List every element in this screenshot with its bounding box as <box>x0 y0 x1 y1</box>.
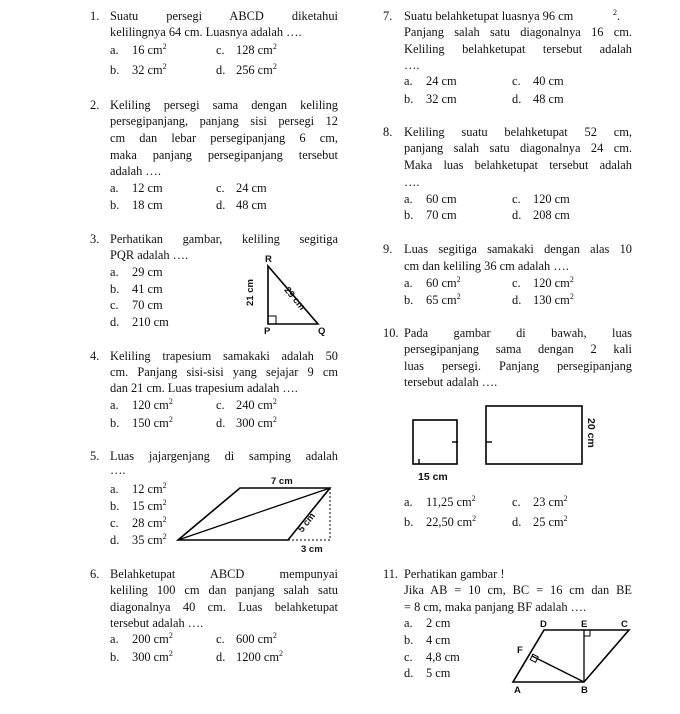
option-label: d. <box>216 198 226 212</box>
question-text: adalah …. <box>110 164 161 178</box>
question-text: …. <box>110 463 126 477</box>
option-a: 24 cm <box>426 74 457 88</box>
option-label: a. <box>110 482 119 496</box>
question-text: Keliling suatu belahketupat 52 cm, <box>404 125 632 139</box>
option-label: c. <box>512 495 521 509</box>
rectangle-width-label: 20 cm <box>585 418 597 448</box>
question-text: Jika AB = 10 cm, BC = 16 cm dan BE <box>404 583 632 597</box>
option-label: a. <box>110 181 119 195</box>
question-number: 1. <box>90 9 100 23</box>
square-rectangle-figure <box>412 405 592 465</box>
option-label: a. <box>404 616 413 630</box>
option-a: 12 cm <box>132 181 163 195</box>
option-label: c. <box>110 298 119 312</box>
option-d: 5 cm <box>426 666 451 680</box>
vertex-e-label: E <box>581 619 588 630</box>
question-number: 6. <box>90 567 100 581</box>
option-label: a. <box>110 43 119 57</box>
vertex-c-label: C <box>621 619 628 630</box>
vertex-b-label: B <box>581 685 588 696</box>
option-c: 40 cm <box>533 74 564 88</box>
bottom-extension-label: 3 cm <box>301 544 323 555</box>
option-a: 12 $cm^2$ <box>132 481 167 496</box>
question-number: 2. <box>90 98 100 112</box>
question-text: tersebut adalah …. <box>404 375 498 389</box>
option-d: 48 cm <box>236 198 267 212</box>
option-a: 60 $cm^2$ <box>426 275 461 290</box>
question-text: Luas segitiga samakaki dengan alas 10 <box>404 242 632 256</box>
option-b: 32 cm <box>426 92 457 106</box>
question-text: Panjang salah satu diagonalnya 16 cm. <box>404 25 632 39</box>
option-label: c. <box>216 181 225 195</box>
option-c: 4,8 cm <box>426 650 460 664</box>
option-label: b. <box>110 650 120 664</box>
question-text: dan 21 cm. Luas trapesium adalah …. <box>110 381 298 395</box>
option-label: b. <box>110 198 120 212</box>
option-label: a. <box>110 265 119 279</box>
option-label: b. <box>404 633 414 647</box>
question-text: …. <box>404 175 420 189</box>
option-label: d. <box>216 63 226 77</box>
question-text: Keliling belahketupat tersebut adalah <box>404 42 632 56</box>
question-text: Suatu belahketupat luasnya 96 cm <box>404 9 574 23</box>
option-d: 25 $cm^2$ <box>533 514 568 529</box>
question-number: 11. <box>383 567 399 581</box>
slant-side-label: 5 cm <box>296 510 319 535</box>
option-label: c. <box>512 192 521 206</box>
option-label: d. <box>512 293 522 307</box>
option-label: c. <box>110 516 119 530</box>
question-text: keliling 100 cm dan panjang salah satu <box>110 583 338 597</box>
option-c: 600 $cm^2$ <box>236 631 277 646</box>
option-a: 200 $cm^2$ <box>132 631 173 646</box>
question-text: = 8 cm, maka panjang BF adalah …. <box>404 600 587 614</box>
option-b: 32 $cm^2$ <box>132 62 167 77</box>
option-a: 16 $cm^2$ <box>132 42 167 57</box>
option-d: 256 $cm^2$ <box>236 62 277 77</box>
option-label: d. <box>404 666 414 680</box>
option-a: 29 cm <box>132 265 163 279</box>
option-c: 23 $cm^2$ <box>533 494 568 509</box>
option-b: 65 $cm^2$ <box>426 292 461 307</box>
option-b: 22,50 $cm^2$ <box>426 514 477 529</box>
option-label: d. <box>512 515 522 529</box>
option-d: 208 cm <box>533 208 570 222</box>
side-rq-label: 29 cm <box>281 285 308 313</box>
option-label: b. <box>404 293 414 307</box>
question-text: persegipanjang, panjang sisi persegi 12 <box>110 114 338 128</box>
vertex-f-label: F <box>517 645 523 656</box>
question-text: maka panjang persegipanjang tersebut <box>110 148 338 162</box>
option-c: 240 $cm^2$ <box>236 397 277 412</box>
option-c: 28 $cm^2$ <box>132 515 167 530</box>
parallelogram-abcd-figure <box>513 630 638 685</box>
option-b: 70 cm <box>426 208 457 222</box>
option-label: c. <box>512 74 521 88</box>
option-label: b. <box>404 208 414 222</box>
top-side-label: 7 cm <box>271 476 293 487</box>
question-number: 3. <box>90 232 100 246</box>
square-side-label: 15 cm <box>418 471 448 483</box>
option-label: b. <box>404 92 414 106</box>
vertex-q-label: Q <box>318 326 326 337</box>
question-text: Keliling persegi sama dengan keliling <box>110 98 338 112</box>
option-b: 41 cm <box>132 282 163 296</box>
question-text: luas persegi. Panjang persegipanjang <box>404 359 632 373</box>
question-text: Perhatikan gambar, keliling segitiga <box>110 232 338 246</box>
question-text: Suatu persegi ABCD diketahui <box>110 9 338 23</box>
option-label: d. <box>110 315 120 329</box>
question-text: cm dan keliling 36 cm adalah …. <box>404 259 569 273</box>
option-label: a. <box>404 74 413 88</box>
question-text: kelilingnya 64 cm. Luasnya adalah …. <box>110 25 302 39</box>
question-text: Luas jajargenjang di samping adalah <box>110 449 338 463</box>
option-label: a. <box>110 398 119 412</box>
option-label: b. <box>110 499 120 513</box>
question-text: PQR adalah …. <box>110 248 189 262</box>
question-text: persegipanjang sama dengan 2 kali <box>404 342 632 356</box>
option-a: 11,25 $cm^2$ <box>426 494 476 509</box>
option-c: 70 cm <box>132 298 163 312</box>
option-c: 128 $cm^2$ <box>236 42 277 57</box>
option-label: d. <box>110 533 120 547</box>
question-number: 5. <box>90 449 100 463</box>
question-text: Pada gambar di bawah, luas <box>404 326 632 340</box>
option-label: a. <box>110 632 119 646</box>
vertex-a-label: A <box>514 685 521 696</box>
option-label: a. <box>404 192 413 206</box>
question-text: …. <box>404 58 420 72</box>
option-label: c. <box>216 398 225 412</box>
question-number: 9. <box>383 242 393 256</box>
question-text: Maka luas belahketupat tersebut adalah <box>404 158 632 172</box>
option-label: a. <box>404 276 413 290</box>
option-label: b. <box>110 282 120 296</box>
question-number: 8. <box>383 125 393 139</box>
option-a: 2 cm <box>426 616 451 630</box>
option-label: c. <box>216 632 225 646</box>
option-c: 120 cm <box>533 192 570 206</box>
option-d: 300 $cm^2$ <box>236 415 277 430</box>
option-label: b. <box>110 63 120 77</box>
question-text: tersebut adalah …. <box>110 616 204 630</box>
option-a: 60 cm <box>426 192 457 206</box>
option-d: 210 cm <box>132 315 169 329</box>
question-number: 7. <box>383 9 393 23</box>
question-text-superscript: $^2$. <box>613 8 621 23</box>
question-text: diagonalnya 40 cm. Luas belahketupat <box>110 600 338 614</box>
option-label: c. <box>512 276 521 290</box>
option-c: 24 cm <box>236 181 267 195</box>
option-label: b. <box>110 416 120 430</box>
option-b: 300 $cm^2$ <box>132 649 173 664</box>
option-b: 150 $cm^2$ <box>132 415 173 430</box>
question-text: panjang salah satu diagonalnya 24 cm. <box>404 141 632 155</box>
option-b: 4 cm <box>426 633 451 647</box>
question-text: Keliling trapesium samakaki adalah 50 <box>110 349 338 363</box>
option-b: 15 $cm^2$ <box>132 498 167 513</box>
option-label: b. <box>404 515 414 529</box>
option-c: 120 $cm^2$ <box>533 275 574 290</box>
option-d: 1200 $cm^2$ <box>236 649 284 664</box>
option-label: c. <box>404 650 413 664</box>
option-label: d. <box>512 208 522 222</box>
option-b: 18 cm <box>132 198 163 212</box>
option-d: 35 $cm^2$ <box>132 532 167 547</box>
vertex-p-label: P <box>264 326 271 337</box>
option-label: d. <box>512 92 522 106</box>
question-number: 10. <box>383 326 399 340</box>
vertex-r-label: R <box>265 254 272 265</box>
vertex-d-label: D <box>540 619 547 630</box>
question-text: cm dan lebar persegipanjang 6 cm, <box>110 131 338 145</box>
question-text: Belahketupat ABCD mempunyai <box>110 567 338 581</box>
option-label: a. <box>404 495 413 509</box>
option-label: d. <box>216 416 226 430</box>
option-label: d. <box>216 650 226 664</box>
option-d: 48 cm <box>533 92 564 106</box>
question-number: 4. <box>90 349 100 363</box>
side-pr-label: 21 cm <box>245 279 256 306</box>
option-a: 120 $cm^2$ <box>132 397 173 412</box>
option-label: c. <box>216 43 225 57</box>
question-text: cm. Panjang sisi-sisi yang sejajar 9 cm <box>110 365 338 379</box>
question-text: Perhatikan gambar ! <box>404 567 505 581</box>
option-d: 130 $cm^2$ <box>533 292 574 307</box>
